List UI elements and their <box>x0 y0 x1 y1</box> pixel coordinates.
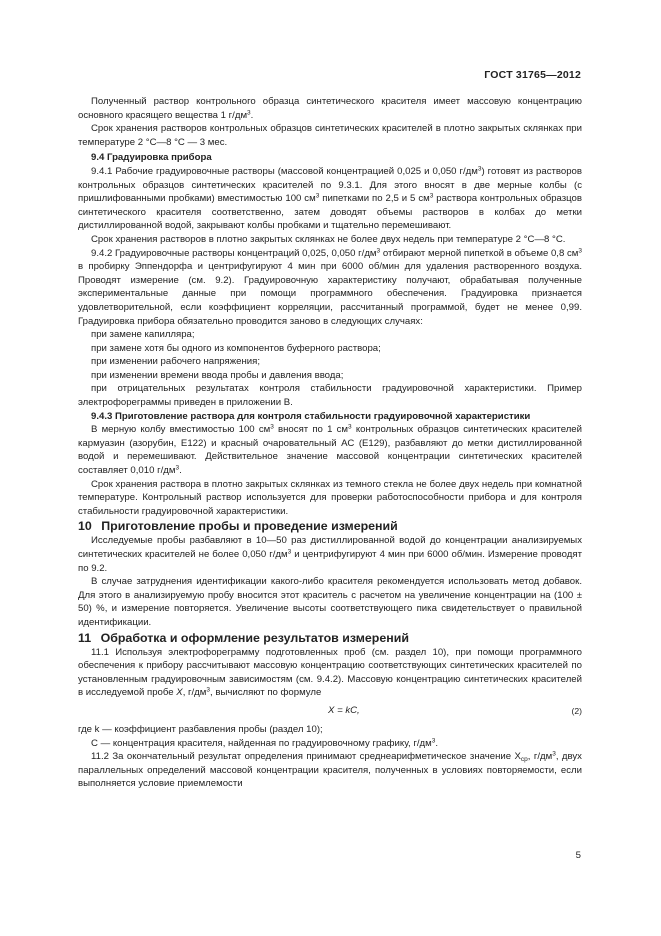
paragraph-11-2: 11.2 За окончательный результат определения принимают среднеарифметическое значение $X_{ср}$, $г/дм^3$, двух параллельных определений массовой концентрации красителя, полученных в условиях повторяемости, если выполняется условие приемлемости <box>78 750 582 790</box>
paragraph: Исследуемые пробы разбавляют в 10—50 раз дистиллированной водой до концентрации анализируемых синтетических красителей не более 0,050 $г/дм^3$ и центрифугируют 4 мин при 6000 об/мин. Измерение проводят по 9.2. <box>78 535 582 574</box>
formula-legend-k: где k — коэффициент разбавления пробы (раздел 10); <box>78 723 323 735</box>
paragraph-9-4-1: 9.4.1 Рабочие градуировочные растворы (массовой концентрацией 0,025 и 0,050 $г/дм^3$) готовят из растворов контрольных образцов синтетических красителей по 9.3.1. Для этого вносят в две мерные колбы (с пришлифованными пробками) вместимостью 100 $см^3$ пипетками по 2,5 и 5 $см^3$ раствора контрольных образцов синтетического красителя соответственно, затем доводят объемы растворов в колбах до метки дистиллированной водой, закрывают колбы пробками и тщательно перемешивают. <box>78 165 582 232</box>
list-item: при изменении рабочего напряжения; <box>91 356 260 368</box>
list-item: при изменении времени ввода пробы и давления ввода; <box>91 369 344 381</box>
formula-number: (2) <box>571 705 582 716</box>
list-item: при отрицательных результатах контроля стабильности градуировочной характеристики. Пример электрофореграммы приведен в приложении В. <box>78 383 582 409</box>
section-heading-10: 10 Приготовление пробы и проведение измерений <box>78 519 398 534</box>
paragraph: В случае затруднения идентификации какого-либо красителя рекомендуется использовать метод добавок. Для этого в анализируемую пробу вносится этот краситель с расчетом на увеличение концентрации на (100 ± 50) %, и измерение повторяется. Увеличение высоты соответствующего пика свидетельствует о правильной идентификации. <box>78 576 582 628</box>
paragraph: Срок хранения раствора в плотно закрытых склянках из темного стекла не более двух недель при комнатной температуре. Контрольный раствор используется для проверки работоспособности прибора и для контроля стабильности градуировочной характеристики. <box>78 478 582 517</box>
paragraph: Полученный раствор контрольного образца синтетического красителя имеет массовую концентрацию основного красящего вещества 1 $г/дм^3$. <box>78 96 582 121</box>
paragraph: Срок хранения растворов контрольных образцов синтетических красителей в плотно закрытых склянках при температуре 2 °С—8 °С — 3 мес. <box>78 123 582 148</box>
subsection-heading-9-4-3: 9.4.3 Приготовление раствора для контроля стабильности градуировочной характеристики <box>91 410 531 422</box>
paragraph-9-4-3: В мерную колбу вместимостью 100 $см^3$ вносят по 1 $см^3$ контрольных образцов синтетических красителей кармуазин (азорубин, Е122) и красный очаровательный АС (Е129), разбавляют до метки дистиллированной водой и перемешивают. Действительное значение массовой концентрации синтетических красителей составляет 0,010 $г/дм^3$. <box>78 423 582 477</box>
paragraph: Срок хранения растворов в плотно закрытых склянках не более двух недель при температуре 2 °С—8 °С. <box>91 233 566 245</box>
section-heading-11: 11 Обработка и оформление результатов измерений <box>78 630 409 645</box>
document-body <box>78 95 582 791</box>
formula-expression: X = kC, <box>328 704 360 716</box>
standard-code: ГОСТ 31765—2012 <box>484 69 581 81</box>
page-number: 5 <box>575 850 581 861</box>
list-item: при замене капилляра; <box>91 329 195 341</box>
subsection-heading-9-4: 9.4 Градуировка прибора <box>91 152 212 164</box>
formula-legend-c: C — концентрация красителя, найденная по градуировочному графику, $г/дм^3$. <box>91 737 439 749</box>
list-item: при замене хотя бы одного из компонентов буферного раствора; <box>91 342 381 354</box>
formula <box>78 704 582 721</box>
paragraph-11-1: 11.1 Используя электрофореграмму подготовленных проб (см. раздел 10), при помощи программного обеспечения к прибору рассчитывают массовую концентрацию соответствующих синтетических красителей по установленным градуировочным зависимостям (см. 9.4.2). Массовую концентрацию синтетических красителей в исследуемой пробе X, $г/дм^3$, вычисляют по формуле <box>78 646 582 699</box>
paragraph-9-4-2: 9.4.2 Градуировочные растворы концентраций 0,025, 0,050 $г/дм^3$ отбирают мерной пипеткой в объеме 0,8 $см^3$ в пробирку Эппендорфа и центрифугируют 4 мин при 6000 об/мин для удаления растворенного воздуха. Проводят измерение (см. 9.2). Градуировочную характеристику получают, обрабатывая полученные экспериментальные данные при помощи программного обеспечения. Градуировка признается удовлетворительной, если коэффициент корреляции, рассчитанный программой, будет не менее 0,99. Градуировка прибора обязательно проводится заново в следующих случаях: <box>78 247 582 327</box>
